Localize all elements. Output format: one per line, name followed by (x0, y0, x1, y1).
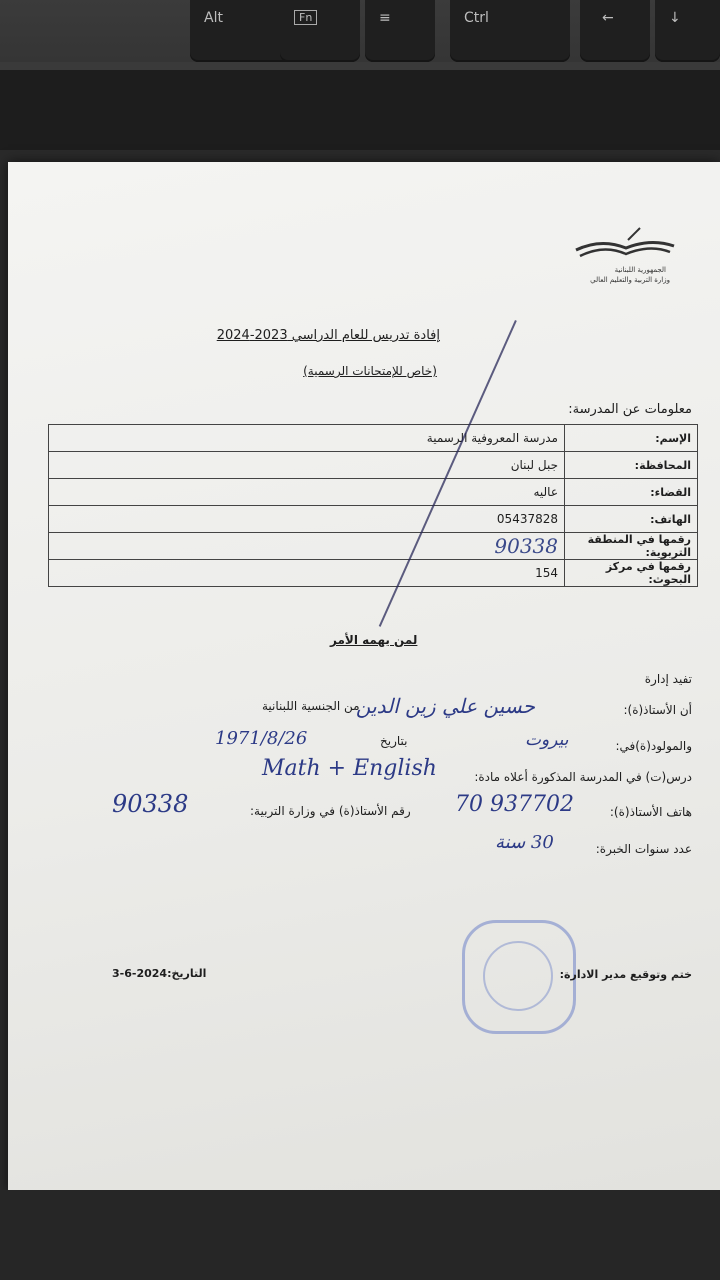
down-arrow-label: ↓ (669, 10, 681, 26)
menu-key-label: ≡ (379, 10, 391, 26)
nationality-text: من الجنسية اللبنانية (262, 699, 360, 713)
table-row (49, 560, 698, 587)
left-arrow-label: ← (602, 10, 614, 26)
table-row (49, 506, 698, 533)
document-title: إفادة تدريس للعام الدراسي 2023-2024 (216, 328, 440, 343)
ministry-number: 90338 (112, 790, 189, 818)
fn-key-label: Fn (294, 10, 317, 25)
alt-key-label: Alt (204, 10, 223, 26)
row-value-handwritten: 90338 (49, 533, 565, 560)
keyboard (0, 0, 720, 150)
document-date: التاريخ:2024-6-3 (112, 967, 207, 980)
keyboard-gap (0, 62, 720, 70)
table-row (49, 479, 698, 506)
birth-place: بيروت (525, 730, 569, 750)
row-label: القضاء: (565, 479, 698, 506)
to-whom-it-may-concern: لمن يهمه الأمر (330, 633, 418, 647)
teacher-name: حسين علي زين الدين (355, 694, 535, 718)
line-school-admin: تفيد إدارة (644, 672, 692, 686)
line-subject-prefix: درس(ت) في المدرسة المذكورة أعلاه مادة: (474, 770, 692, 784)
line-born-prefix: والمولود(ة)في: (615, 739, 692, 753)
table-row (49, 452, 698, 479)
document-paper (8, 162, 720, 1192)
row-value: مدرسة المعروفية الرسمية (49, 425, 565, 452)
row-label: رقمها في المنطقة التربوية: (565, 533, 698, 560)
birth-date-label: بتاريخ (380, 734, 408, 748)
ctrl-key (450, 0, 570, 62)
row-label: الهاتف: (565, 506, 698, 533)
ministry-number-label: رقم الأستاذ(ة) في وزارة التربية: (250, 804, 411, 818)
row-value: عاليه (49, 479, 565, 506)
document-subtitle: (خاص للإمتحانات الرسمية) (303, 364, 437, 378)
years-experience: 30 سنة (495, 832, 554, 853)
ctrl-key-label: Ctrl (464, 10, 489, 26)
row-value: جبل لبنان (49, 452, 565, 479)
desk-surface (0, 1190, 720, 1280)
row-value: 154 (49, 560, 565, 587)
birth-date: 1971/8/26 (215, 728, 308, 749)
teacher-phone: 70 937702 (455, 792, 574, 817)
menu-key (365, 0, 435, 62)
row-label: المحافظة: (565, 452, 698, 479)
row-value: 05437828 (49, 506, 565, 533)
school-info-label: معلومات عن المدرسة: (568, 402, 692, 417)
logo-text-ministry: وزارة التربية والتعليم العالي (590, 276, 670, 284)
ministry-logo (566, 220, 676, 290)
row-label: الإسم: (565, 425, 698, 452)
down-arrow-key (655, 0, 720, 62)
signature-label: ختم وتوقيع مدير الادارة: (559, 968, 692, 981)
school-info-table (48, 424, 698, 587)
stamp-inner-ring (483, 941, 553, 1011)
line-teacher-prefix: أن الأستاذ(ة): (623, 703, 692, 717)
fn-key (280, 0, 360, 62)
line-experience-prefix: عدد سنوات الخبرة: (595, 842, 692, 856)
logo-text-republic: الجمهورية اللبنانية (614, 266, 666, 274)
keyboard-lower-row (0, 70, 720, 150)
row-label: رقمها في مركز البحوث: (565, 560, 698, 587)
table-row (49, 533, 698, 560)
table-row (49, 425, 698, 452)
line-phone-prefix: هاتف الأستاذ(ة): (609, 805, 692, 819)
left-arrow-key (580, 0, 650, 62)
subject-taught: Math + English (262, 756, 437, 781)
